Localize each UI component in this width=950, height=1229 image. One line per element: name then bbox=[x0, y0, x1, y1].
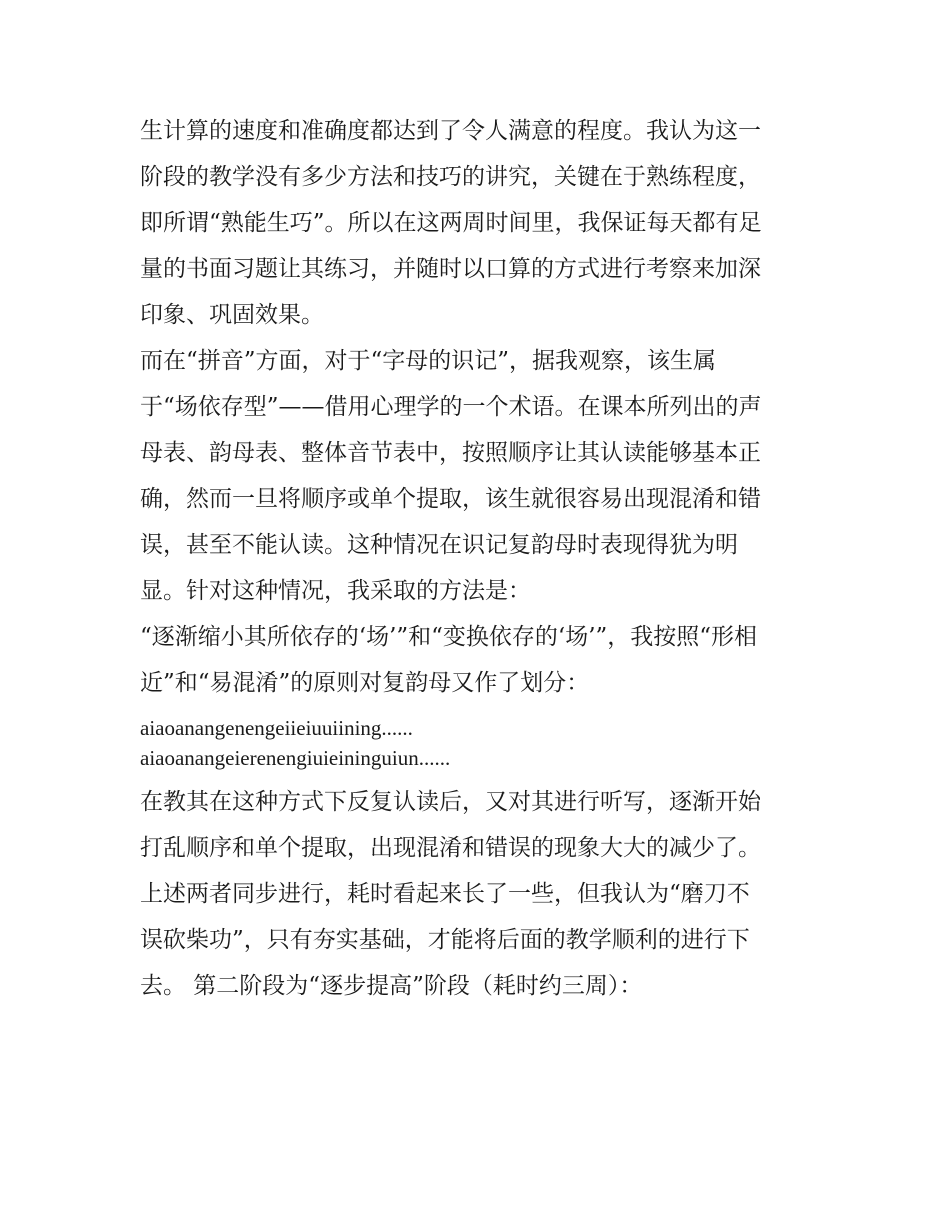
pinyin-line: aiaoanangenengeiieiuuiining...... bbox=[140, 716, 413, 740]
text-line: 上述两者同步进行，耗时看起来长了一些，但我认为“磨刀不 bbox=[140, 881, 750, 907]
text-line: 而在“拼音”方面，对于“字母的识记”，据我观察，该生属 bbox=[140, 348, 717, 374]
document-page bbox=[140, 108, 820, 1009]
text-line: 确，然而一旦将顺序或单个提取，该生就很容易出现混淆和错 bbox=[140, 486, 761, 512]
pinyin-line: aiaoanangeierenengiuieininguiun...... bbox=[140, 746, 451, 770]
text-line: “逐渐缩小其所依存的‘场’”和“变换依存的‘场’”，我按照“形相 bbox=[140, 624, 758, 650]
text-line: 误砍柴功”，只有夯实基础，才能将后面的教学顺利的进行下 bbox=[140, 927, 750, 953]
text-line: 即所谓“熟能生巧”。所以在这两周时间里，我保证每天都有足 bbox=[140, 210, 762, 236]
text-line: 显。针对这种情况，我采取的方法是： bbox=[140, 578, 531, 604]
text-line: 生计算的速度和准确度都达到了令人满意的程度。我认为这一 bbox=[140, 118, 761, 144]
text-line: 量的书面习题让其练习，并随时以口算的方式进行考察来加深 bbox=[140, 256, 761, 282]
text-line: 误，甚至不能认读。这种情况在识记复韵母时表现得犹为明 bbox=[140, 532, 738, 558]
text-line: 近”和“易混淆”的原则对复韵母又作了划分： bbox=[140, 670, 590, 696]
text-line: 在教其在这种方式下反复认读后，又对其进行听写，逐渐开始 bbox=[140, 789, 761, 815]
text-line: 印象、巩固效果。 bbox=[140, 302, 324, 328]
text-line: 母表、韵母表、整体音节表中，按照顺序让其认读能够基本正 bbox=[140, 440, 761, 466]
text-line: 阶段的教学没有多少方法和技巧的讲究，关键在于熟练程度， bbox=[140, 164, 761, 190]
text-line: 打乱顺序和单个提取，出现混淆和错误的现象大大的减少了。 bbox=[140, 835, 761, 861]
text-line: 去。 第二阶段为“逐步提高”阶段（耗时约三周）： bbox=[140, 973, 643, 999]
text-line: 于“场依存型”——借用心理学的一个术语。在课本所列出的声 bbox=[140, 394, 762, 420]
